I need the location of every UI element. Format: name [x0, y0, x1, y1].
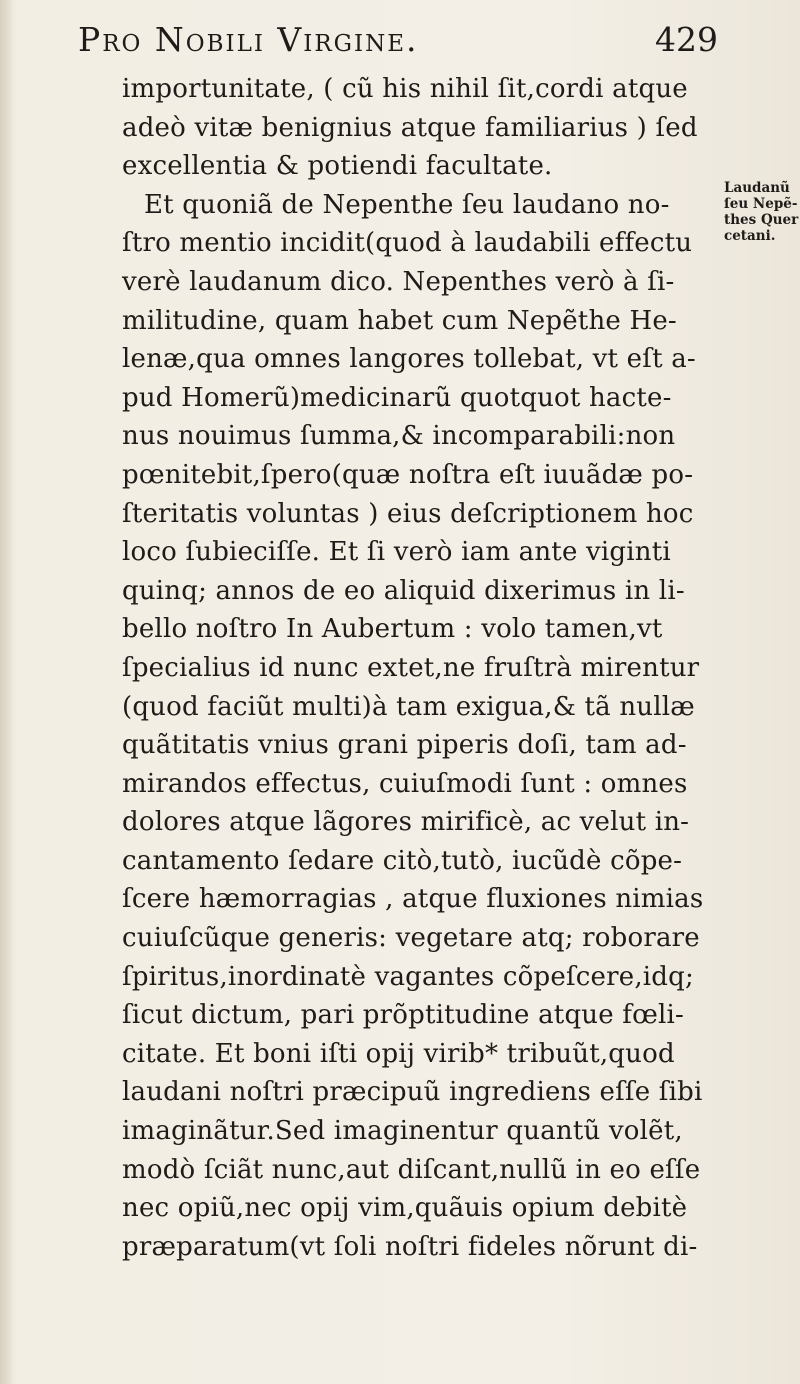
text-line: nus nouimus ſumma,& incomparabili:non	[122, 421, 676, 452]
text-line: ſpecialius id nunc extet,ne fruſtrà mirentur	[122, 652, 700, 683]
text-line: cuiuſcũque generis: vegetare atq; roborare	[122, 923, 700, 954]
text-line: importunitate, ( cũ his nihil ſit,cordi atque	[122, 74, 688, 104]
text-line: ſpiritus,inordinatè vagantes cõpeſcere,idq;	[122, 961, 694, 992]
text-line: pœnitebit,ſpero(quæ noſtra eſt iuuãdæ po-	[122, 459, 694, 490]
text-line: mirandos effectus, cuiuſmodi ſunt : omnes	[122, 768, 688, 799]
text-line: pud Homerũ)medicinarũ quotquot hacte-	[122, 382, 672, 413]
running-head: Pro Nobili Virgine.	[78, 20, 419, 59]
margin-note-line: thes Quer	[724, 212, 799, 228]
text-line: adeò vitæ benignius atque familiarius ) ſed	[122, 112, 698, 143]
text-line: ſteritatis voluntas ) eius deſcriptionem hoc	[122, 498, 694, 529]
page-header	[78, 12, 718, 68]
text-line: ſtro mentio incidit(quod à laudabili effectu	[122, 228, 693, 259]
margin-note	[724, 180, 799, 244]
text-line: ſicut dictum, pari prõptitudine atque fœli-	[122, 1000, 685, 1031]
text-line: militudine, quam habet cum Nepẽthe He-	[122, 305, 677, 336]
text-line: lenæ,qua omnes langores tollebat, vt eſt a-	[122, 344, 696, 375]
text-line: quinq; annos de eo aliquid dixerimus in li-	[122, 575, 685, 606]
margin-note-line: cetani.	[724, 228, 776, 244]
text-line: imaginãtur.Sed imaginentur quantũ volẽt,	[122, 1116, 683, 1147]
page-spine-shadow	[0, 0, 14, 1384]
text-line: Et quoniã de Nepenthe ſeu laudano no-	[144, 189, 670, 220]
text-line: nec opiũ,nec opij vim,quãuis opium debitè	[122, 1193, 688, 1224]
margin-note-line: Laudanũ	[724, 180, 790, 196]
text-line: dolores atque lãgores mirificè, ac velut in-	[122, 807, 690, 838]
text-line: excellentia & potiendi facultate.	[122, 151, 553, 182]
text-line: cantamento ſedare citò,tutò, iucũdè cõpe-	[122, 845, 683, 876]
text-line: laudani noſtri præcipuũ ingrediens eſſe ſibi	[122, 1077, 703, 1108]
page-number: 429	[655, 20, 718, 59]
text-line: (quod faciũt multi)à tam exigua,& tã nullæ	[122, 691, 695, 722]
text-line: ſcere hæmorragias , atque fluxiones nimias	[122, 884, 704, 915]
text-line: præparatum(vt ſoli noſtri fideles nõrunt di-	[122, 1231, 698, 1262]
text-line: verè laudanum dico. Nepenthes verò à ſi-	[122, 266, 675, 297]
text-line: bello noſtro In Aubertum : volo tamen,vt	[122, 614, 663, 645]
text-line: loco ſubieciſſe. Et ſi verò iam ante viginti	[122, 537, 671, 568]
margin-note-line: ſeu Nepẽ-	[724, 196, 798, 212]
text-line: modò ſciãt nunc,aut diſcant,nullũ in eo eſſe	[122, 1154, 701, 1185]
text-line: citate. Et boni iſti opij virib* tribuũt,quod	[122, 1038, 675, 1069]
text-line: quãtitatis vnius grani piperis doſi, tam ad-	[122, 730, 687, 761]
body-text	[122, 70, 722, 1266]
